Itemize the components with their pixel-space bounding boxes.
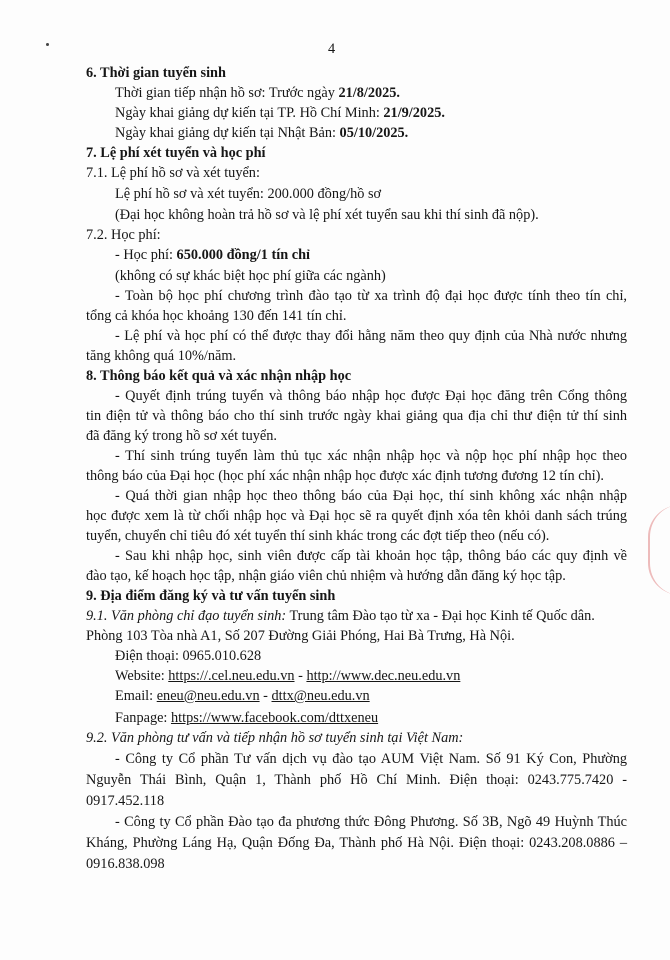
s8-a-line-3: đã đăng ký trong hồ sơ xét tuyển. [86,428,278,444]
email-label: Email: [115,688,157,704]
section-8-title: 8. Thông báo kết quả và xác nhận nhập học [86,368,352,384]
s8-a-line-2: tin điện tử và thông báo cho thí sinh trước ngày khai giảng qua địa chỉ thư điện tử thí sinh [86,408,627,424]
s7-p2-line-1: - Lệ phí và học phí có thể được thay đổi hằng năm theo quy định của Nhà nước nhưng [115,328,627,344]
email-link-2[interactable]: dttx@neu.edu.vn [271,688,370,704]
s7-p1-line-1: - Toàn bộ học phí chương trình đào tạo từ xa trình độ đại học được tính theo tín chỉ, [115,288,627,304]
s91-label: 9.1. Văn phòng chỉ đạo tuyển sinh: [86,608,287,624]
tuition-note: (không có sự khác biệt học phí giữa các ngành) [115,268,386,284]
s7-p2-line-2: tăng không quá 10%/năm. [86,348,237,364]
s8-b-line-2: thông báo của Đại học (học phí xác nhận nhập học được xác định tương đương 12 tín chỉ). [86,468,604,484]
center-1-line-1: - Công ty Cổ phần Tư vấn dịch vụ đào tạo AUM Việt Nam. Số 91 Ký Con, Phường [115,751,627,767]
fanpage-link[interactable]: https://www.facebook.com/dttxeneu [170,710,379,726]
tuition-amount: 650.000 đồng/1 tín chỉ [176,247,311,263]
page-number: 4 [328,41,336,57]
partial-seal [648,505,670,595]
phone-line: Điện thoại: 0965.010.628 [115,648,262,664]
s8-c-line-2: học được xem là từ chối nhập học và Đại học sẽ ra quyết định xóa tên khỏi danh sách trúng [86,508,627,524]
s8-c-line-1: - Quá thời gian nhập học theo thông báo của Đại học, thí sinh không xác nhận nhập [115,488,627,504]
center-1-line-3: 0917.452.118 [86,793,165,809]
s71-heading: 7.1. Lệ phí hồ sơ và xét tuyển: [86,165,260,181]
s7-p1-line-2: tổng cả khóa học khoảng 130 đến 141 tín chỉ. [86,308,347,324]
website-sep: - [294,668,307,684]
s92-heading: 9.2. Văn phòng tư vấn và tiếp nhận hồ sơ tuyển sinh tại Việt Nam: [86,730,464,746]
center-2-line-2: Kháng, Phường Láng Hạ, Quận Đống Đa, Thành phố Hà Nội. Điện thoại: 0243.208.0886 – [86,835,627,851]
s91-line [86,607,595,625]
s8-d-line-1: - Sau khi nhập học, sinh viên được cấp tài khoản học tập, thông báo các quy định về [115,548,627,564]
center-1-line-2: Nguyễn Thái Bình, Quận 1, Thành phố Hồ Chí Minh. Điện thoại: 0243.775.7420 - [86,772,627,788]
s6-l3-date: 05/10/2025. [339,125,409,141]
s8-d-line-2: đào tạo, kế hoạch học tập, nhận giáo viên chủ nhiệm và hướng dẫn đăng ký học tập. [86,568,566,584]
s6-l2-date: 21/9/2025. [383,105,445,121]
s8-c-line-3: tuyển, chuyển chỉ tiêu đó xét tuyển thí sinh khác trong các đợt tiếp theo (nếu có). [86,528,550,544]
section-6-title: 6. Thời gian tuyển sinh [86,65,226,81]
s6-l2-text: Ngày khai giảng dự kiến tại TP. Hồ Chí Minh: [115,105,384,121]
s6-line-1 [115,84,400,102]
website-line [115,667,460,685]
email-line [115,687,370,705]
center-2-line-3: 0916.838.098 [86,856,165,872]
website-link-1[interactable]: https://.cel.neu.edu.vn [168,668,295,684]
s91-address: Phòng 103 Tòa nhà A1, Số 207 Đường Giải Phóng, Hai Bà Trưng, Hà Nội. [86,628,515,644]
tuition-prefix: - Học phí: [115,247,177,263]
fanpage-label: Fanpage: [115,710,171,726]
email-sep: - [259,688,272,704]
section-7-title: 7. Lệ phí xét tuyển và học phí [86,145,266,161]
s71-fee: Lệ phí hồ sơ và xét tuyển: 200.000 đồng/hồ sơ [115,186,382,202]
website-label: Website: [115,668,169,684]
tuition-line [115,246,310,264]
website-link-2[interactable]: http://www.dec.neu.edu.vn [306,668,461,684]
s72-heading: 7.2. Học phí: [86,227,161,243]
s91-text: Trung tâm Đào tạo từ xa - Đại học Kinh tế Quốc dân. [286,608,595,624]
s6-line-3 [115,124,408,142]
s6-line-2 [115,104,445,122]
s6-l1-text: Thời gian tiếp nhận hồ sơ: Trước ngày [115,85,339,101]
section-9-title: 9. Địa điểm đăng ký và tư vấn tuyển sinh [86,588,336,604]
s6-l1-date: 21/8/2025. [338,85,400,101]
s8-b-line-1: - Thí sinh trúng tuyển làm thủ tục xác nhận nhập học và nộp học phí nhập học theo [115,448,627,464]
fanpage-line [115,709,378,727]
email-link-1[interactable]: eneu@neu.edu.vn [156,688,260,704]
scan-speck [46,43,49,46]
center-2-line-1: - Công ty Cổ phần Đào tạo đa phương thức Đông Phương. Số 3B, Ngõ 49 Huỳnh Thúc [115,814,627,830]
s71-note: (Đại học không hoàn trả hồ sơ và lệ phí xét tuyển sau khi thí sinh đã nộp). [115,207,539,223]
s6-l3-text: Ngày khai giảng dự kiến tại Nhật Bản: [115,125,340,141]
s8-a-line-1: - Quyết định trúng tuyển và thông báo nhập học được Đại học đăng trên Cổng thông [115,388,627,404]
